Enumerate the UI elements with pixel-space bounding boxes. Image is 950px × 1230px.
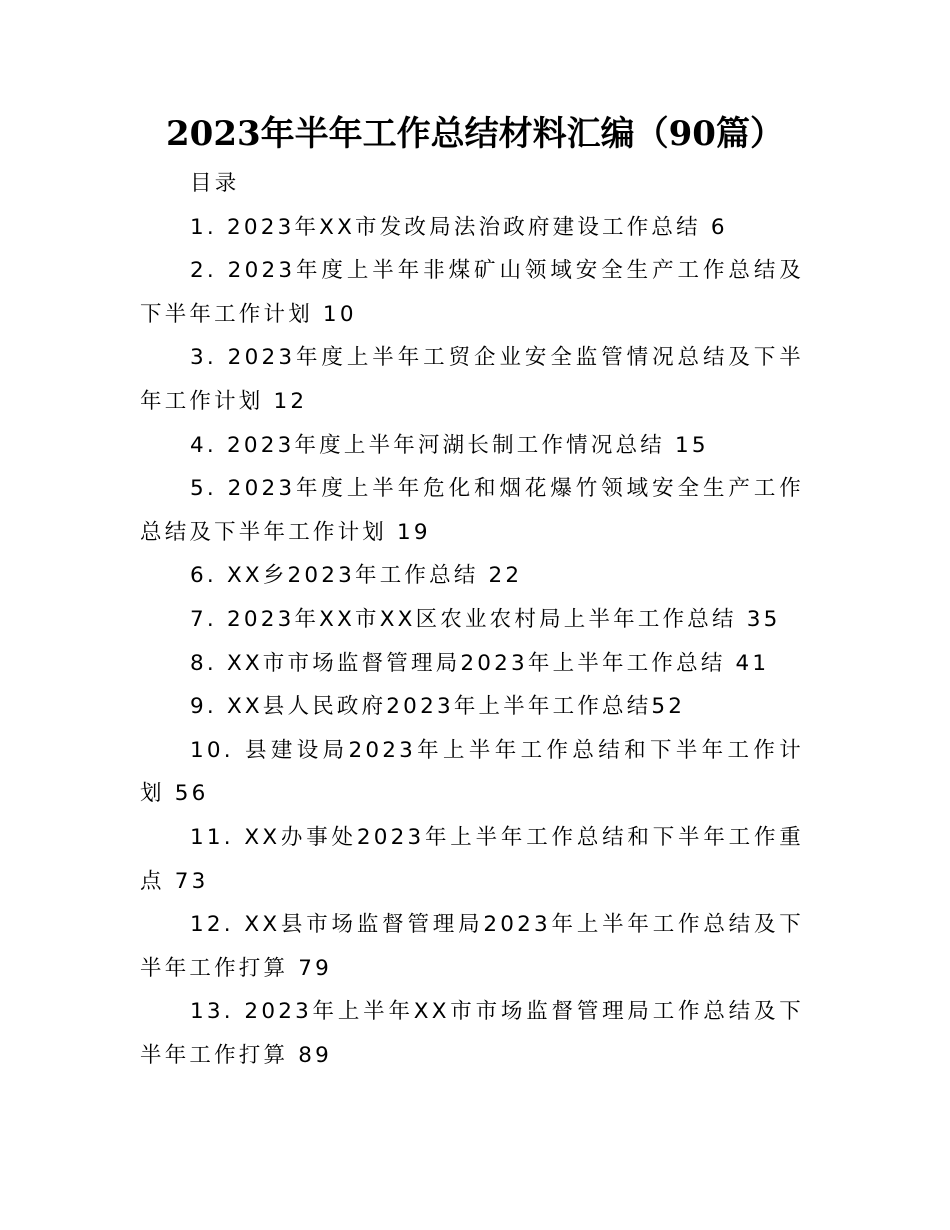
toc-entry-3: 3. 2023年度上半年工贸企业安全监管情况总结及下半年工作计划 12 xyxy=(140,345,804,414)
toc-entry-12: 12. XX县市场监督管理局2023年上半年工作总结及下半年工作打算 79 xyxy=(140,912,804,981)
toc-entry-11: 11. XX办事处2023年上半年工作总结和下半年工作重点 73 xyxy=(140,824,804,894)
toc-entry-4: 4. 2023年度上半年河湖长制工作情况总结 15 xyxy=(190,432,709,458)
toc-entry-1: 1. 2023年XX市发改局法治政府建设工作总结 6 xyxy=(190,214,728,240)
table-of-contents xyxy=(140,162,804,1077)
toc-entry-5: 5. 2023年度上半年危化和烟花爆竹领域安全生产工作总结及下半年工作计划 19 xyxy=(140,476,804,545)
toc-entry-7: 7. 2023年XX市XX区农业农村局上半年工作总结 35 xyxy=(190,606,781,632)
toc-entry-2: 2. 2023年度上半年非煤矿山领域安全生产工作总结及下半年工作计划 10 xyxy=(140,258,804,327)
toc-heading: 目录 xyxy=(190,171,240,196)
document-title: 2023年半年工作总结材料汇编（90篇） xyxy=(166,114,784,154)
toc-entry-10: 10. 县建设局2023年上半年工作总结和下半年工作计划 56 xyxy=(140,737,804,807)
toc-entry-6: 6. XX乡2023年工作总结 22 xyxy=(190,563,523,589)
toc-entry-8: 8. XX市市场监督管理局2023年上半年工作总结 41 xyxy=(190,650,770,676)
toc-entry-9: 9. XX县人民政府2023年上半年工作总结52 xyxy=(190,694,686,720)
toc-entry-13: 13. 2023年上半年XX市市场监督管理局工作总结及下半年工作打算 89 xyxy=(140,999,804,1068)
